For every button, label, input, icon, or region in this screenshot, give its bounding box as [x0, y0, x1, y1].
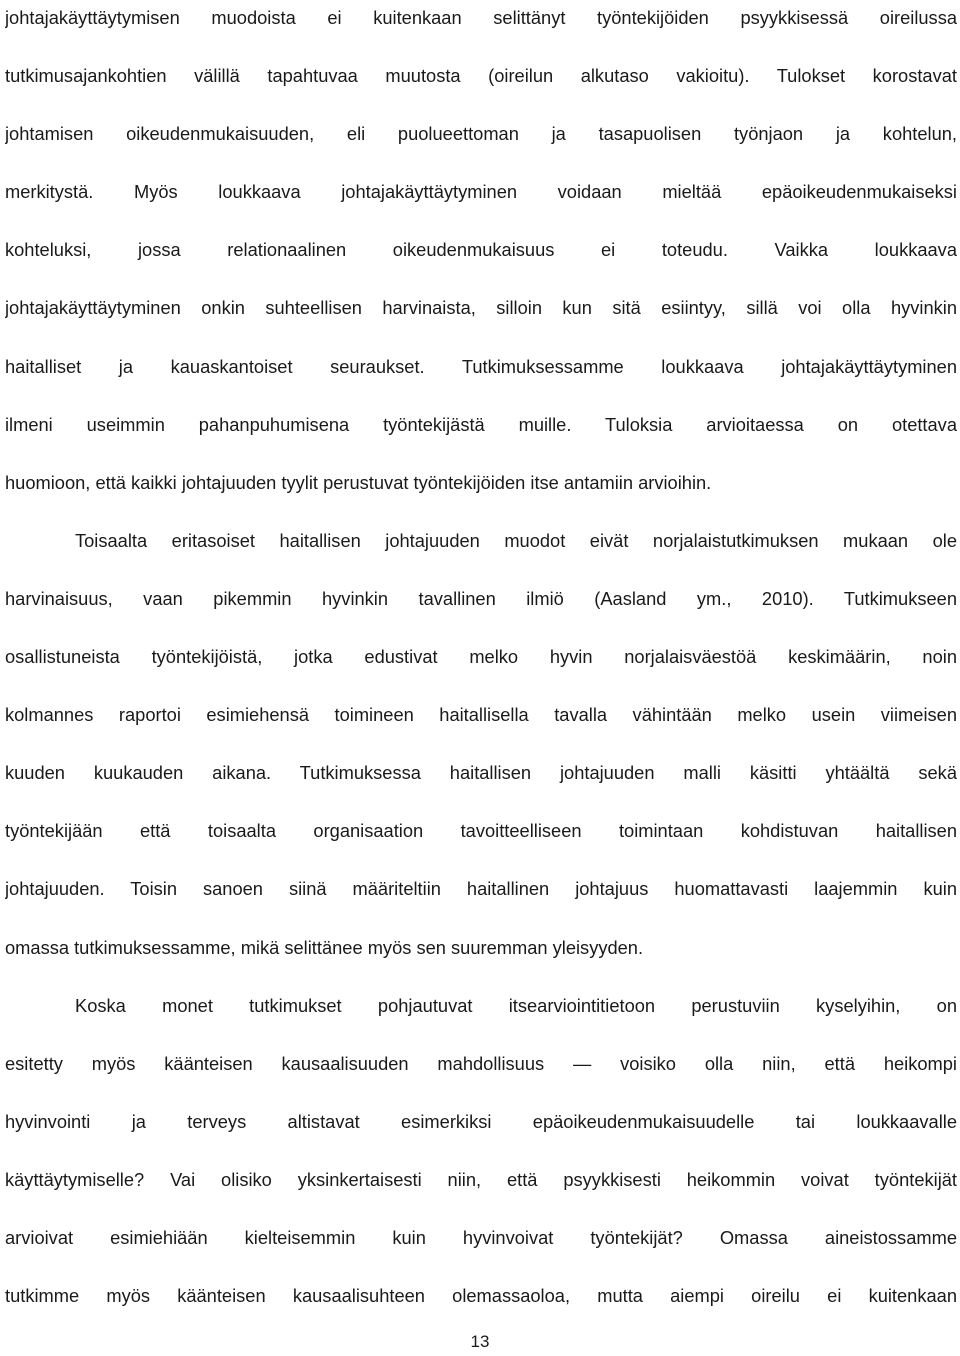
text-line: merkitystä. Myös loukkaava johtajakäyttäytyminen voidaan mieltää epäoikeudenmukaiseksi	[5, 181, 957, 203]
text-line: kolmannes raportoi esimiehensä toimineen haitallisella tavalla vähintään melko usein viimeisen	[5, 704, 957, 726]
text-line: hyvinvointi ja terveys altistavat esimerkiksi epäoikeudenmukaisuudelle tai loukkaavalle	[5, 1110, 957, 1132]
text-line: arvioivat esimiehiään kielteisemmin kuin hyvinvoivat työntekijät? Omassa aineistossamme	[5, 1226, 957, 1248]
text-line: johtajuuden. Toisin sanoen siinä määriteltiin haitallinen johtajuus huomattavasti laajemmin kuin	[5, 878, 957, 900]
text-line: kohteluksi, jossa relationaalinen oikeudenmukaisuus ei toteudu. Vaikka loukkaava	[5, 239, 957, 261]
text-line: osallistuneista työntekijöistä, jotka edustivat melko hyvin norjalaisväestöä keskimäärin, noin	[5, 646, 957, 668]
text-line: tutkimme myös käänteisen kausaalisuhteen olemassaoloa, mutta aiempi oireilu ei kuitenkaan	[5, 1285, 957, 1307]
text-line: johtajakäyttäytyminen onkin suhteellisen harvinaista, silloin kun sitä esiintyy, sillä voi olla hyvinkin	[5, 297, 957, 319]
text-line: harvinaisuus, vaan pikemmin hyvinkin tavallinen ilmiö (Aasland ym., 2010). Tutkimukseen	[5, 587, 957, 609]
text-line: ilmeni useimmin pahanpuhumisena työntekijästä muille. Tuloksia arvioitaessa on otettava	[5, 413, 957, 435]
text-line: kuuden kuukauden aikana. Tutkimuksessa haitallisen johtajuuden malli käsitti yhtäältä sekä	[5, 762, 957, 784]
text-line: tutkimusajankohtien välillä tapahtuvaa muutosta (oireilun alkutaso vakioitu). Tulokset korostavat	[5, 65, 957, 87]
text-line: huomioon, että kaikki johtajuuden tyylit perustuvat työntekijöiden itse antamiin arvioihin.	[5, 471, 712, 493]
text-line: johtamisen oikeudenmukaisuuden, eli puolueettoman ja tasapuolisen työnjaon ja kohtelun,	[5, 123, 957, 145]
text-line: johtajakäyttäytymisen muodoista ei kuitenkaan selittänyt työntekijöiden psyykkisessä oireilussa	[5, 7, 957, 28]
text-line: Koska monet tutkimukset pohjautuvat itsearviointitietoon perustuviin kyselyihin, on	[75, 994, 957, 1016]
text-line: työntekijään että toisaalta organisaation tavoitteelliseen toimintaan kohdistuvan haitallisen	[5, 820, 957, 842]
page-number: 13	[470, 1332, 490, 1351]
text-line: haitalliset ja kauaskantoiset seuraukset. Tutkimuksessamme loukkaava johtajakäyttäytyminen	[5, 355, 957, 377]
text-line: esitetty myös käänteisen kausaalisuuden mahdollisuus — voisiko olla niin, että heikompi	[5, 1052, 957, 1074]
text-line: käyttäytymiselle? Vai olisiko yksinkertaisesti niin, että psyykkisesti heikommin voivat työntekijät	[5, 1168, 957, 1190]
text-line: omassa tutkimuksessamme, mikä selittänee myös sen suuremman yleisyyden.	[5, 936, 644, 958]
body-text	[5, 0, 957, 1325]
text-line: Toisaalta eritasoiset haitallisen johtajuuden muodot eivät norjalaistutkimuksen mukaan ole	[75, 529, 957, 551]
